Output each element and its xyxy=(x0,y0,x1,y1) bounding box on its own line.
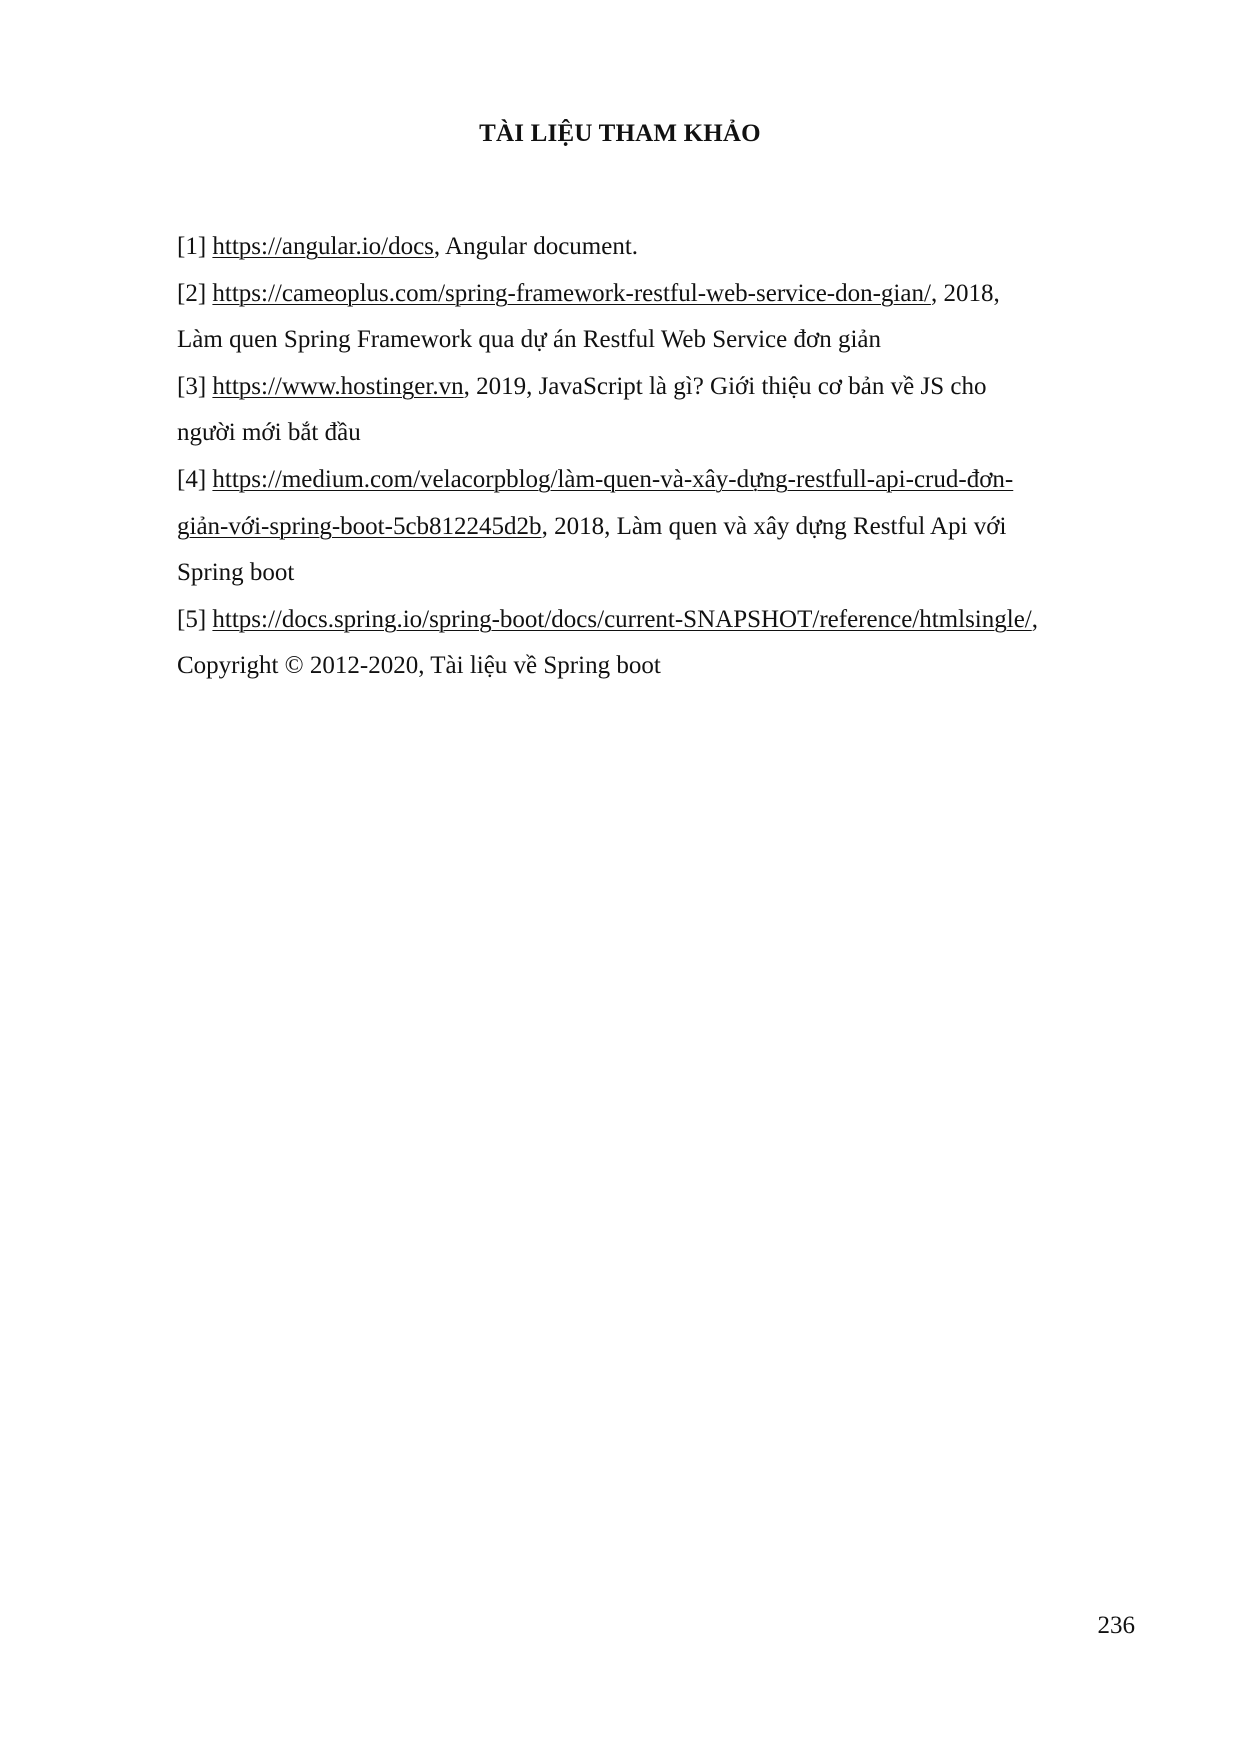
reference-text: [3] xyxy=(177,372,213,400)
reference-text: [4] xyxy=(177,465,213,493)
reference-line xyxy=(177,550,1125,597)
page-number: 236 xyxy=(1097,1612,1135,1639)
reference-link[interactable]: https://angular.io/docs xyxy=(212,233,434,260)
reference-line xyxy=(177,224,1125,271)
reference-text: Làm quen Spring Framework qua dự án Restful Web Service đơn giản xyxy=(177,326,882,354)
reference-line xyxy=(177,410,1125,457)
reference-text: , 2019, JavaScript là gì? Giới thiệu cơ bản về JS cho xyxy=(463,372,987,400)
reference-text: Spring boot xyxy=(177,559,295,587)
reference-line xyxy=(177,317,1125,364)
reference-text: , xyxy=(1031,605,1038,633)
reference-text: Copyright © 2012-2020, Tài liệu về Spring boot xyxy=(177,652,661,680)
reference-item xyxy=(177,271,1125,364)
reference-line xyxy=(177,364,1125,411)
reference-link[interactable]: https://www.hostinger.vn xyxy=(212,372,464,400)
reference-line xyxy=(177,643,1125,690)
reference-item xyxy=(177,597,1125,690)
reference-list xyxy=(177,224,1125,690)
reference-link[interactable]: https://docs.spring.io/spring-boot/docs/current-SNAPSHOT/reference/htmlsingle/ xyxy=(212,605,1032,633)
reference-text: , Angular document. xyxy=(433,233,639,260)
reference-text: [5] xyxy=(177,605,213,633)
reference-line xyxy=(177,504,1125,551)
reference-link[interactable]: https://medium.com/velacorpblog/làm-quen-và-xây-dựng-restfull-api-crud-đơn- xyxy=(212,465,1014,493)
reference-text: , 2018, Làm quen và xây dựng Restful Api với xyxy=(541,512,1007,540)
reference-text: [1] xyxy=(177,233,213,260)
page-title: TÀI LIỆU THAM KHẢO xyxy=(479,120,761,147)
reference-text: [2] xyxy=(177,279,213,307)
reference-link[interactable]: giản-với-spring-boot-5cb812245d2b xyxy=(177,512,542,540)
reference-item xyxy=(177,457,1125,597)
reference-item xyxy=(177,364,1125,457)
reference-line xyxy=(177,271,1125,318)
reference-line xyxy=(177,597,1125,644)
reference-line xyxy=(177,457,1125,504)
reference-item xyxy=(177,224,1125,271)
reference-text: người mới bắt đầu xyxy=(177,419,361,447)
reference-text: , 2018, xyxy=(930,279,1000,307)
reference-link[interactable]: https://cameoplus.com/spring-framework-restful-web-service-don-gian/ xyxy=(212,279,931,307)
